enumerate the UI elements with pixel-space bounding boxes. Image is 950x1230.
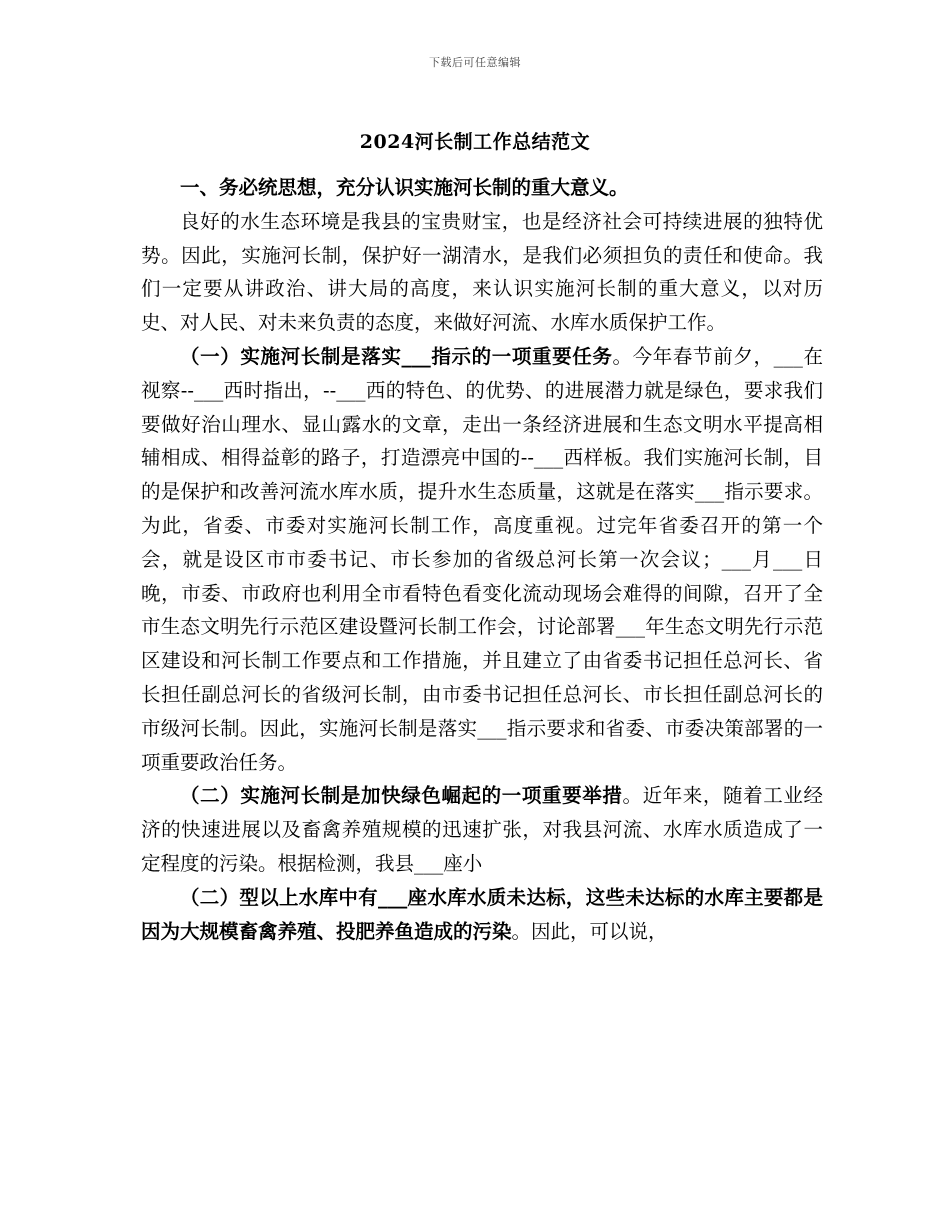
paragraph-4 xyxy=(141,881,823,949)
section-heading: 一、务必统思想，充分认识实施河长制的重大意义。 xyxy=(180,176,629,199)
paragraph-4-body: 。因此，可以说， xyxy=(511,919,668,943)
paragraph-2-body: 。今年春节前夕，___在视察--___西时指出，--___西的特色、的优势、的进展潜力就是绿色，要求我们要做好治山理水、显山露水的文章，走出一条经济进展和生态文明水平提高相辅相成、相得益彰的路子，打造漂亮中国的--___西样板。我们实施河长制，目的是保护和改善河流水库水质，提升水生态质量，这就是在落实___指示要求。为此，省委、市委对实施河长制工作，高度重视。过完年省委召开的第一个会，就是设区市市委书记、市长参加的省级总河长第一次会议；___月___日晚，市委、市政府也利用全市看特色看变化流动现场会难得的间隙，召开了全市生态文明先行示范区建设暨河长制工作会，讨论部署___年生态文明先行示范区建设和河长制工作要点和工作措施，并且建立了由省委书记担任总河长、省长担任副总河长的省级河长制，由市委书记担任总河长、市长担任副总河长的市级河长制。因此，实施河长制是落实___指示要求和省委、市委决策部署的一项重要政治任务。 xyxy=(141,344,823,774)
paragraph-3 xyxy=(141,779,823,880)
paragraph-4-lead: （二）型以上水库中有___座水库水质未达标，这些未达标的水库主要都是因为大规模畜禽养殖、投肥养鱼造成的污染 xyxy=(141,885,823,943)
document-body xyxy=(141,171,823,948)
paragraph-3-lead: （二）实施河长制是加快绿色崛起的一项重要举措 xyxy=(180,784,623,808)
paragraph-1: 良好的水生态环境是我县的宝贵财宝，也是经济社会可持续进展的独特优势。因此，实施河长制，保护好一湖清水，是我们必须担负的责任和使命。我们一定要从讲政治、讲大局的高度，来认识实施河长制的重大意义，以对历史、对人民、对未来负责的态度，来做好河流、水库水质保护工作。 xyxy=(141,209,823,335)
document-title: 2024河长制工作总结范文 xyxy=(359,131,591,153)
header-note: 下载后可任意编辑 xyxy=(429,56,521,69)
paragraph-2-lead: （一）实施河长制是落实___指示的一项重要任务 xyxy=(180,344,613,368)
paragraph-3-body: 。近年来，随着工业经济的快速进展以及畜禽养殖规模的迅速扩张，对我县河流、水库水质造成了一定程度的污染。根据检测，我县___座小 xyxy=(141,784,823,875)
paragraph-2 xyxy=(141,340,823,779)
